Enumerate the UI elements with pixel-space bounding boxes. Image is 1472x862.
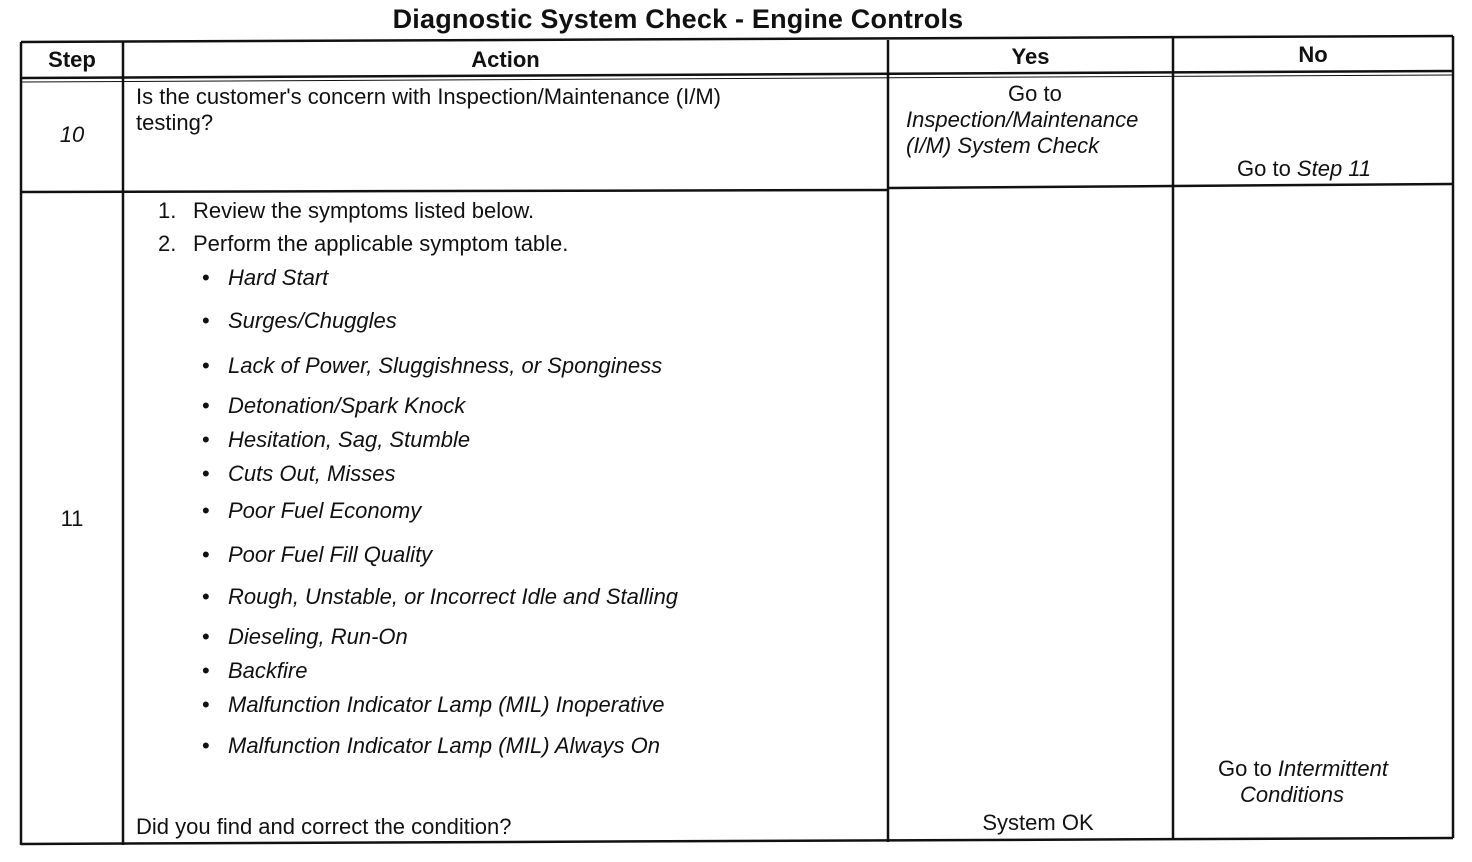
instruction-item: [158, 198, 534, 224]
symptom-text[interactable]: Surges/Chuggles: [228, 308, 397, 333]
no-prefix: Go to: [1237, 156, 1297, 181]
symptom-text[interactable]: Poor Fuel Economy: [228, 498, 422, 523]
symptom-link[interactable]: [202, 584, 678, 610]
instruction-number: 2.: [158, 231, 177, 256]
header-no: No: [1298, 42, 1328, 67]
no-link-intermittent[interactable]: Intermittent: [1277, 756, 1388, 781]
yes-link-line[interactable]: Inspection/Maintenance: [906, 107, 1139, 132]
bullet-icon: •: [202, 692, 210, 717]
bullet-icon: •: [202, 542, 210, 567]
symptom-text[interactable]: Hard Start: [228, 265, 329, 290]
no-link-conditions[interactable]: Conditions: [1240, 782, 1344, 807]
instruction-number: 1.: [158, 198, 177, 223]
bullet-icon: •: [202, 584, 210, 609]
question-text: Did you find and correct the condition?: [136, 814, 512, 839]
symptom-text[interactable]: Lack of Power, Sluggishness, or Sponginess: [228, 353, 663, 378]
symptom-link[interactable]: [202, 308, 397, 334]
header-action: Action: [471, 47, 540, 72]
bullet-icon: •: [202, 427, 210, 452]
symptom-text[interactable]: Malfunction Indicator Lamp (MIL) Always On: [228, 733, 661, 758]
yes-prefix: Go to: [1008, 81, 1062, 106]
symptom-text[interactable]: Hesitation, Sag, Stumble: [228, 427, 471, 452]
symptom-text[interactable]: Poor Fuel Fill Quality: [228, 542, 433, 567]
symptom-link[interactable]: [202, 624, 408, 650]
action-line: Is the customer's concern with Inspection/Maintenance (I/M): [136, 84, 722, 109]
action-text: [136, 84, 876, 136]
yes-result: System OK: [982, 810, 1094, 835]
step-number: 10: [59, 122, 85, 147]
yes-link-line[interactable]: (I/M) System Check: [906, 133, 1100, 158]
instruction-text: Perform the applicable symptom table.: [193, 231, 569, 256]
symptom-link[interactable]: [202, 658, 307, 684]
bullet-icon: •: [202, 393, 210, 418]
bullet-icon: •: [202, 265, 210, 290]
symptom-link[interactable]: [202, 353, 662, 379]
header-step: Step: [48, 47, 96, 72]
header-yes: Yes: [1011, 44, 1050, 69]
yes-cell: [888, 81, 1188, 107]
symptom-link[interactable]: [202, 542, 432, 568]
symptom-link[interactable]: [202, 498, 421, 524]
symptom-link[interactable]: [202, 427, 470, 453]
symptom-text[interactable]: Malfunction Indicator Lamp (MIL) Inoperative: [228, 692, 665, 717]
symptom-text[interactable]: Rough, Unstable, or Incorrect Idle and Stalling: [228, 584, 679, 609]
no-cell: [1237, 156, 1371, 182]
symptom-link[interactable]: [202, 733, 660, 759]
bullet-icon: •: [202, 624, 210, 649]
symptom-link[interactable]: [202, 692, 665, 718]
action-line: testing?: [136, 110, 214, 135]
no-link-step-11[interactable]: Step 11: [1296, 156, 1372, 181]
symptom-link[interactable]: [202, 393, 465, 419]
symptom-text[interactable]: Detonation/Spark Knock: [228, 393, 466, 418]
yes-link-im-system-check[interactable]: [906, 107, 1186, 159]
step-number: 11: [60, 506, 84, 531]
page-title: Diagnostic System Check - Engine Controls: [392, 4, 964, 34]
instruction-item: [158, 231, 568, 257]
symptom-text[interactable]: Cuts Out, Misses: [228, 461, 396, 486]
bullet-icon: •: [202, 733, 210, 758]
no-prefix: Go to: [1218, 756, 1278, 781]
bullet-icon: •: [202, 461, 210, 486]
bullet-icon: •: [202, 353, 210, 378]
symptom-link[interactable]: [202, 265, 328, 291]
bullet-icon: •: [202, 498, 210, 523]
symptom-text[interactable]: Backfire: [228, 658, 308, 683]
symptom-text[interactable]: Dieseling, Run-On: [228, 624, 408, 649]
bullet-icon: •: [202, 308, 210, 333]
symptom-link[interactable]: [202, 461, 395, 487]
no-cell: [1218, 756, 1388, 808]
bullet-icon: •: [202, 658, 210, 683]
instruction-text: Review the symptoms listed below.: [193, 198, 535, 223]
